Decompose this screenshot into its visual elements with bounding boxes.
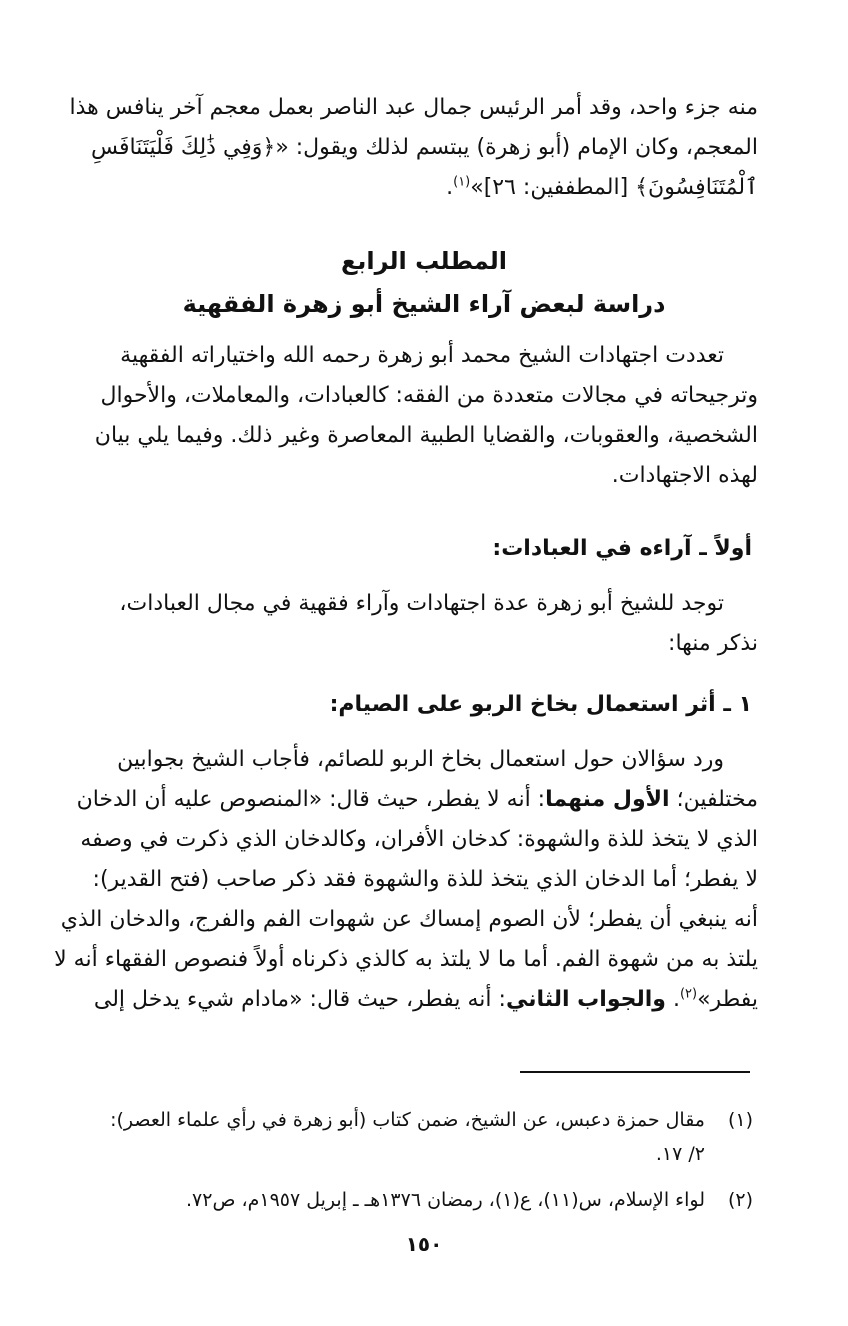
para2-line-1: توجد للشيخ أبو زهرة عدة اجتهادات وآراء فقهية في مجال العبادات، bbox=[119, 591, 724, 616]
para2-line-2: نذكر منها: bbox=[668, 631, 758, 656]
para3-line-2-start: مختلفين؛ bbox=[676, 787, 758, 812]
intro-line-2: المعجم، وكان الإمام (أبو زهرة) يبتسم لذلك ويقول: «﴿وَفِي ذَٰلِكَ فَلْيَتَنَافَسِ bbox=[90, 135, 758, 160]
para3-line-7-period: . bbox=[665, 987, 680, 1012]
footnote-1-line-2: ٢/ ١٧. bbox=[655, 1143, 705, 1165]
first-answer-label: الأول منهما bbox=[545, 787, 670, 812]
footnote-1-line-1 bbox=[66, 1103, 753, 1137]
para3-line-7 bbox=[66, 980, 758, 1020]
footnote-2-text: لواء الإسلام، س(١١)، ع(١)، رمضان ١٣٧٦هـ ـ إبريل ١٩٥٧م، ص٧٢. bbox=[186, 1189, 705, 1211]
para3-line-5: أنه ينبغي أن يفطر؛ لأن الصوم إمساك عن شهوات الفم والفرج، والدخان الذي bbox=[60, 907, 758, 932]
footnote-1 bbox=[66, 1103, 753, 1171]
para3-line-7-start: يفطر» bbox=[697, 987, 758, 1012]
second-answer-label: والجواب الثاني bbox=[505, 987, 666, 1012]
intro-line-3 bbox=[66, 168, 758, 208]
para3-line-2 bbox=[66, 780, 758, 820]
intro-period: . bbox=[446, 175, 454, 200]
para3-line-1: ورد سؤالان حول استعمال بخاخ الربو للصائم، فأجاب الشيخ بجوابين bbox=[117, 747, 724, 772]
footnote-2-number: (٢) bbox=[727, 1189, 753, 1211]
para1-line-3: الشخصية، والعقوبات، والقضايا الطبية المعاصرة وغير ذلك. وفيما يلي بيان bbox=[94, 423, 758, 448]
quran-citation: ٱلْمُتَنَافِسُونَ﴾ [المطففين: ٢٦]» bbox=[470, 175, 758, 200]
paragraph-worship bbox=[66, 584, 758, 664]
para3-line-6: يلتذ به من شهوة الفم. أما ما لا يلتذ به كالذي ذكرناه أولاً فنصوص الفقهاء أنه لا bbox=[54, 947, 758, 972]
intro-line-1: منه جزء واحد، وقد أمر الرئيس جمال عبد الناصر بعمل معجم آخر ينافس هذا bbox=[69, 95, 758, 120]
footnote-ref-1: (١) bbox=[453, 174, 471, 190]
paragraph-inhaler-answers bbox=[54, 740, 758, 1020]
para3-line-4: لا يفطر؛ أما الدخان الذي يتخذ للذة والشهوة فقد ذكر صاحب (فتح القدير): bbox=[92, 867, 758, 892]
para3-line-3: الذي لا يتخذ للذة والشهوة: كدخان الأفران، وكالدخان الذي ذكرت في وصفه bbox=[80, 827, 758, 852]
para1-line-2: وترجيحاته في مجالات متعددة من الفقه: كالعبادات، والمعاملات، والأحوال bbox=[100, 383, 758, 408]
page-number: ١٥٠ bbox=[405, 1232, 443, 1256]
footnote-1-number: (١) bbox=[727, 1109, 753, 1131]
heading-asthma-inhaler: ١ ـ أثر استعمال بخاخ الربو على الصيام: bbox=[329, 692, 752, 717]
intro-paragraph bbox=[66, 88, 758, 208]
para3-line-7-rest: : أنه يفطر، حيث قال: «مادام شيء يدخل إلى bbox=[93, 987, 506, 1012]
footnote-1-text: مقال حمزة دعبس، عن الشيخ، ضمن كتاب (أبو زهرة في رأي علماء العصر): bbox=[110, 1109, 705, 1131]
para1-line-1: تعددت اجتهادات الشيخ محمد أبو زهرة رحمه الله واختياراته الفقهية bbox=[120, 343, 724, 368]
heading-worship-opinions: أولاً ـ آراءه في العبادات: bbox=[492, 536, 752, 561]
section-subtitle: دراسة لبعض آراء الشيخ أبو زهرة الفقهية bbox=[182, 290, 666, 318]
footnote-2 bbox=[66, 1183, 753, 1217]
section-title: المطلب الرابع bbox=[340, 247, 508, 275]
footnote-ref-2: (٢) bbox=[679, 986, 698, 1002]
footnote-separator bbox=[520, 1071, 750, 1073]
paragraph-intro-opinions bbox=[66, 336, 758, 496]
footnote-2-line-1 bbox=[66, 1183, 753, 1217]
para3-line-2-rest: : أنه لا يفطر، حيث قال: «المنصوص عليه أن الدخان bbox=[76, 787, 546, 812]
para1-line-4: لهذه الاجتهادات. bbox=[611, 463, 758, 488]
